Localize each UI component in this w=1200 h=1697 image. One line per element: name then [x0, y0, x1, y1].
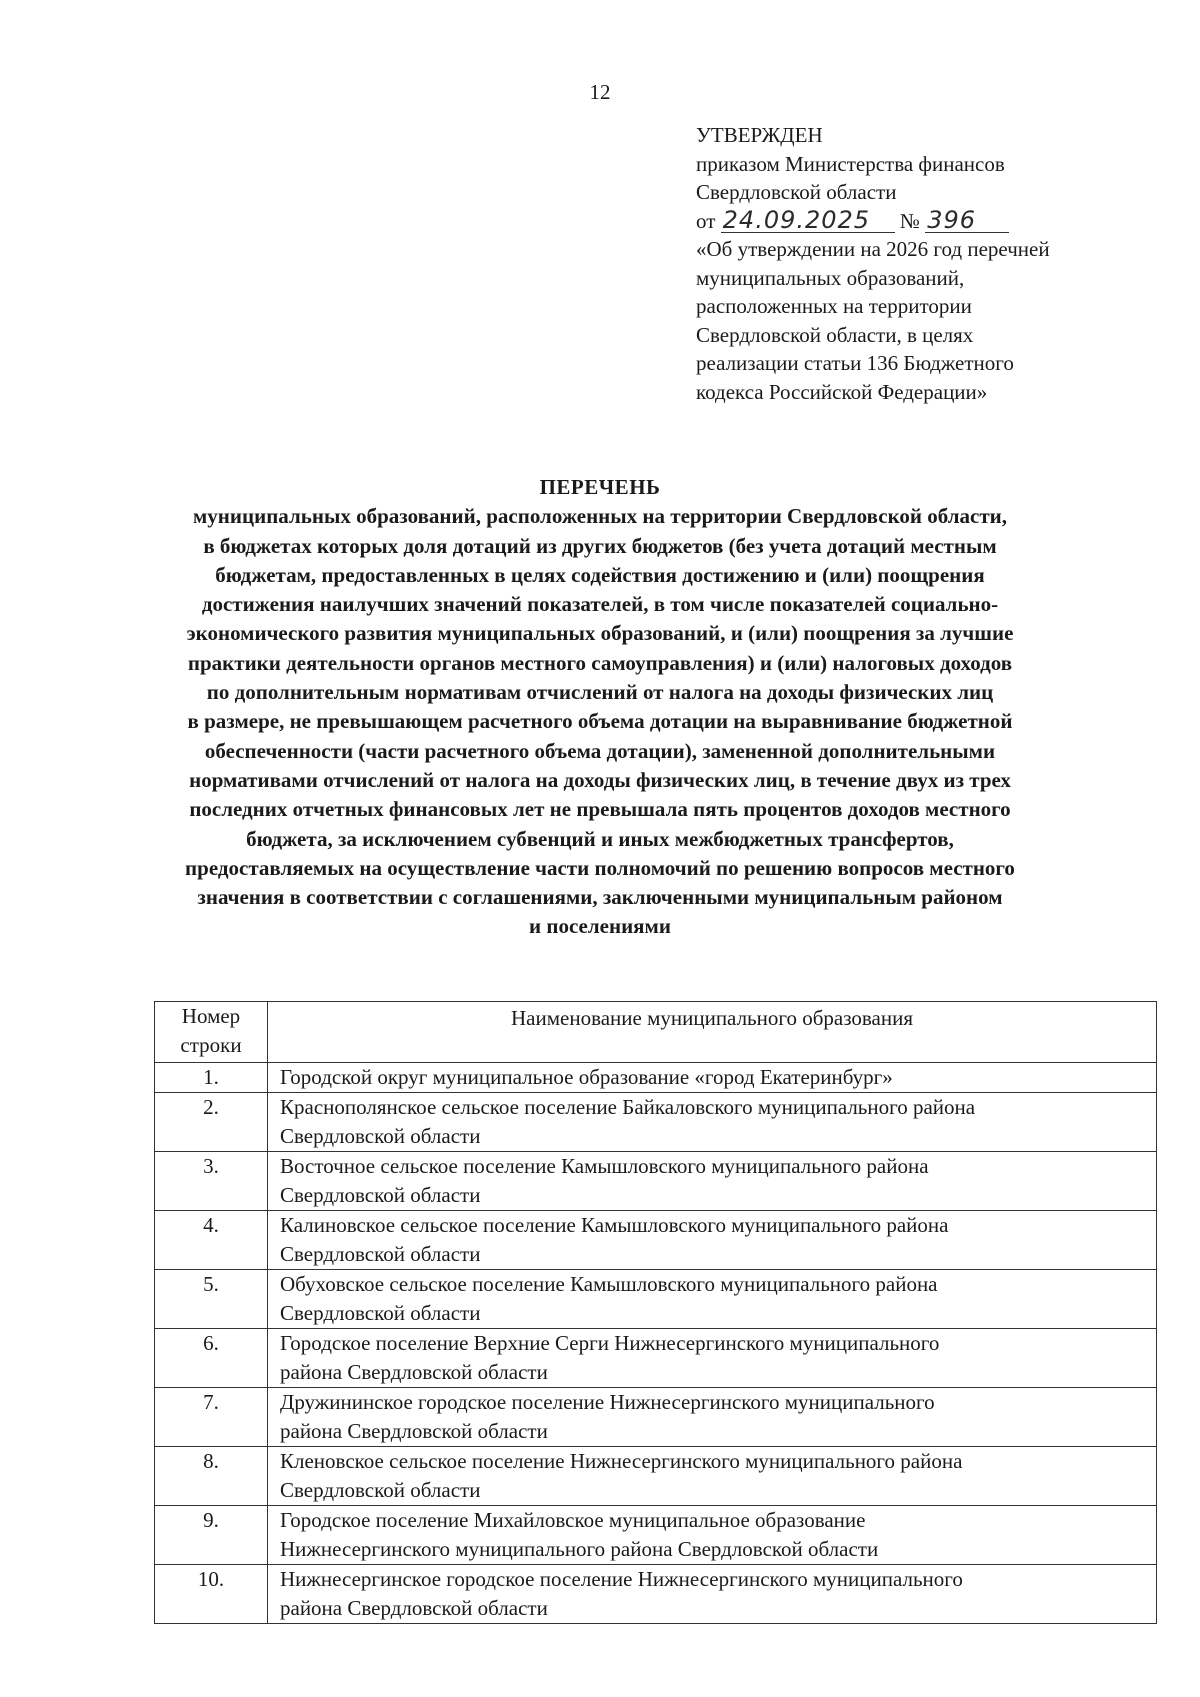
table-row: [155, 1565, 1157, 1624]
row-number: 3.: [155, 1152, 268, 1211]
document-subtitle: муниципальных образований, расположенных на территории Свердловской области, в бюджетах которых доля дотаций из других бюджетов (без учета дотаций местным бюджетам, предоставленных в целях содействия достижению и (или) поощрения достижения наилучших значений показателей, в том числе показателей социально- экономического развития муниципальных образований, и (или) поощрения за лучшие практики деятельности органов местного самоуправления) и (или) налоговых доходов по дополнительным нормативам отчислений от налога на доходы физических лиц в размере, не превышающем расчетного объема дотации на выравнивание бюджетной обеспеченности (части расчетного объема дотации), замененной дополнительными нормативами отчислений от налога на доходы физических лиц, в течение двух из трех последних отчетных финансовых лет не превышала пять процентов доходов местного бюджета, за исключением субвенций и иных межбюджетных трансфертов, предоставляемых на осуществление части полномочий по решению вопросов местного значения в соответствии с соглашениями, заключенными муниципальным районом и поселениями: [185, 504, 1015, 939]
row-number: 5.: [155, 1270, 268, 1329]
table-header-row: [155, 1002, 1157, 1063]
row-name: Городское поселение Михайловское муниципальное образование Нижнесергинского муниципального района Свердловской области: [268, 1506, 1157, 1565]
row-name: Обуховское сельское поселение Камышловского муниципального района Свердловской области: [268, 1270, 1157, 1329]
approval-line: УТВЕРЖДЕН: [696, 123, 823, 147]
approval-stamp: [696, 121, 1136, 406]
date-prefix: от: [696, 208, 716, 233]
approval-subject-line: муниципальных образований,: [696, 265, 965, 290]
table-row: [155, 1388, 1157, 1447]
number-prefix: №: [899, 208, 920, 233]
row-number: 10.: [155, 1565, 268, 1624]
table-row: [155, 1447, 1157, 1506]
table-row: [155, 1506, 1157, 1565]
column-header-number: Номер строки: [155, 1002, 268, 1063]
approval-subject-line: «Об утверждении на 2026 год перечней: [696, 237, 1050, 261]
approval-date-line: [696, 207, 1136, 236]
table-row: [155, 1152, 1157, 1211]
row-number: 4.: [155, 1211, 268, 1270]
row-number: 8.: [155, 1447, 268, 1506]
page-number: 12: [589, 80, 611, 104]
approval-subject-line: реализации статьи 136 Бюджетного: [696, 351, 1014, 375]
row-name: Краснополянское сельское поселение Байкаловского муниципального района Свердловской области: [268, 1093, 1157, 1152]
approval-subject-line: расположенных на территории: [696, 294, 972, 318]
row-number: 9.: [155, 1506, 268, 1565]
document-heading: ПЕРЕЧЕНЬ: [539, 475, 661, 499]
table-row: [155, 1211, 1157, 1270]
row-number: 6.: [155, 1329, 268, 1388]
approval-line: Свердловской области: [696, 180, 897, 204]
table-row: [155, 1093, 1157, 1152]
row-name: Дружининское городское поселение Нижнесергинского муниципального района Свердловской области: [268, 1388, 1157, 1447]
row-name: Кленовское сельское поселение Нижнесергинского муниципального района Свердловской области: [268, 1447, 1157, 1506]
municipalities-table: [154, 1001, 1157, 1624]
row-number: 1.: [155, 1063, 268, 1093]
row-number: 2.: [155, 1093, 268, 1152]
handwritten-date: 24.09.2025: [721, 208, 895, 233]
row-number: 7.: [155, 1388, 268, 1447]
row-name: Восточное сельское поселение Камышловского муниципального района Свердловской области: [268, 1152, 1157, 1211]
table-row: [155, 1063, 1157, 1093]
table-row: [155, 1329, 1157, 1388]
row-name: Городской округ муниципальное образование «город Екатеринбург»: [268, 1063, 1157, 1093]
row-name: Городское поселение Верхние Серги Нижнесергинского муниципального района Свердловской области: [268, 1329, 1157, 1388]
column-header-name: Наименование муниципального образования: [268, 1002, 1157, 1063]
row-name: Нижнесергинское городское поселение Нижнесергинского муниципального района Свердловской области: [268, 1565, 1157, 1624]
table-row: [155, 1270, 1157, 1329]
approval-subject-line: кодекса Российской Федерации»: [696, 379, 988, 404]
approval-subject-line: Свердловской области, в целях: [696, 322, 974, 347]
row-name: Калиновское сельское поселение Камышловского муниципального района Свердловской области: [268, 1211, 1157, 1270]
document-title: [90, 473, 1110, 942]
handwritten-number: 396: [925, 208, 1009, 233]
approval-line: приказом Министерства финансов: [696, 151, 1005, 176]
